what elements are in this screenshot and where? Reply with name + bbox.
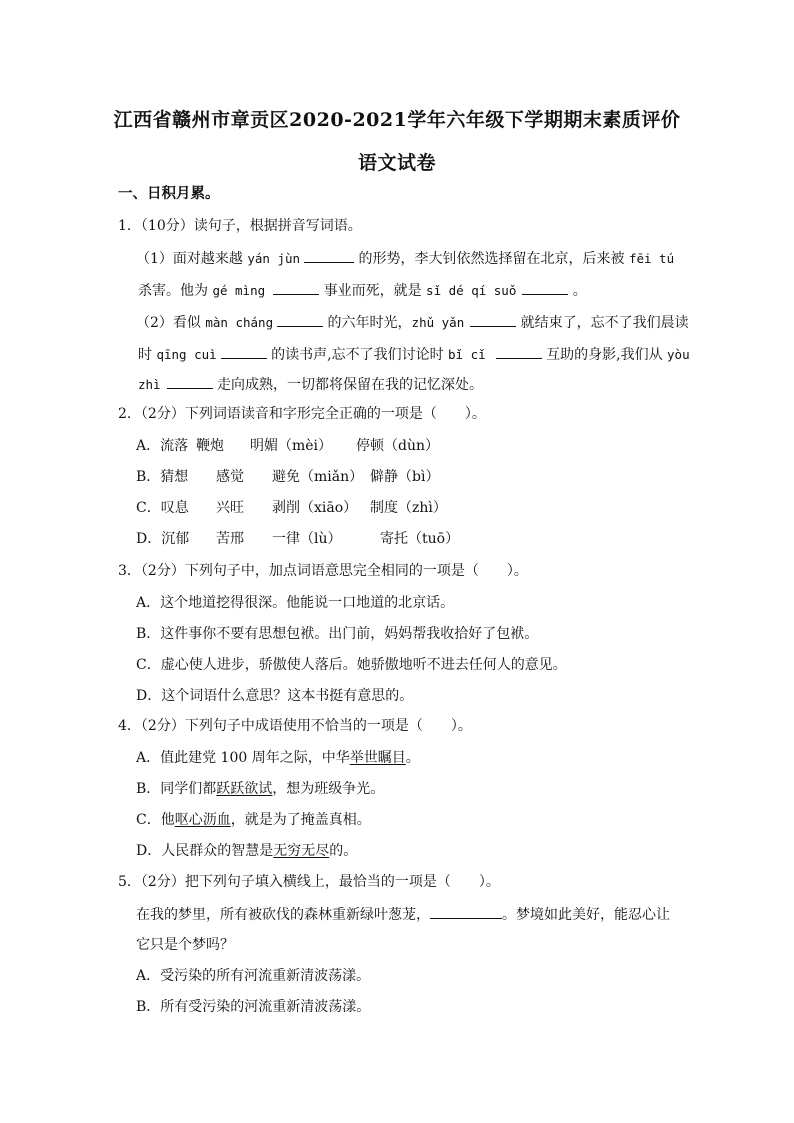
question-2-head: 2．（2分）下列词语读音和字形完全正确的一项是（ ）。 xyxy=(118,406,486,422)
text: 。 xyxy=(405,750,420,766)
underlined-idiom: 呕心沥血 xyxy=(174,812,231,828)
question-5-option-b: B．所有受污染的河流重新清波荡漾。 xyxy=(136,999,371,1015)
answer-blank[interactable] xyxy=(277,312,323,327)
question-3-option-d: D．这个词语什么意思？这本书挺有意思的。 xyxy=(136,688,414,704)
option-word: B．猜想 xyxy=(136,469,189,485)
question-1-line-4 xyxy=(138,344,690,365)
question-4-option-c xyxy=(136,810,371,830)
question-4-option-d xyxy=(136,841,357,861)
question-5-option-a: A．受污染的所有河流重新清波荡漾。 xyxy=(136,968,371,984)
text: 。梦境如此美好，能忍心让 xyxy=(502,907,670,923)
option-word: D．沉郁 xyxy=(136,531,190,547)
pinyin: yòu xyxy=(667,347,690,362)
text: 的形势，李大钊依然选择留在北京，后来被 xyxy=(354,251,629,267)
question-1-line-3 xyxy=(136,312,689,333)
question-4-option-b xyxy=(136,779,384,799)
question-2-option-b xyxy=(136,467,439,487)
text: 的读书声,忘不了我们讨论时 xyxy=(266,347,449,363)
question-2-option-d xyxy=(136,529,459,549)
pinyin: màn cháng xyxy=(205,315,274,330)
pinyin: qīng cuì xyxy=(156,347,217,362)
question-4-option-a xyxy=(136,748,420,768)
option-word: 停顿（dùn） xyxy=(356,438,439,454)
text: ，就是为了掩盖真相。 xyxy=(230,812,371,828)
pinyin: zhì xyxy=(138,377,161,392)
option-word: 避免（miǎn） xyxy=(272,469,364,485)
text: 就结束了，忘不了我们晨读 xyxy=(516,315,689,331)
pinyin: gé mìng xyxy=(212,283,266,298)
option-word: A．流落 xyxy=(136,438,189,454)
option-word: 苦邢 xyxy=(216,531,244,547)
option-word: 寄托（tuō） xyxy=(380,531,460,547)
option-word: 制度（zhì） xyxy=(370,500,447,516)
answer-blank[interactable] xyxy=(167,374,213,389)
question-5-stem-line-2: 它只是个梦吗？ xyxy=(136,937,234,953)
option-word: 兴旺 xyxy=(216,500,244,516)
question-3-option-a: A．这个地道挖得很深。他能说一口地道的北京话。 xyxy=(136,595,455,611)
pinyin: bǐ cǐ xyxy=(448,347,486,362)
answer-blank[interactable] xyxy=(522,280,568,295)
option-word: 僻静（bì） xyxy=(370,469,440,485)
text: （2）看似 xyxy=(136,315,206,331)
option-word: 剥削（xiāo） xyxy=(272,500,358,516)
answer-blank[interactable] xyxy=(273,280,319,295)
text: 的。 xyxy=(329,843,358,859)
exam-subtitle: 语文试卷 xyxy=(357,152,436,174)
option-word: 明媚（mèi） xyxy=(250,438,333,454)
text: B．同学们都 xyxy=(136,781,217,797)
answer-blank[interactable] xyxy=(304,248,354,263)
text: 的六年时光， xyxy=(323,315,412,331)
question-1-line-1 xyxy=(136,248,674,269)
question-3-option-c: C．虚心使人进步，骄傲使人落后。她骄傲地听不进去任何人的意见。 xyxy=(136,657,567,673)
text: 杀害。他为 xyxy=(138,283,213,299)
answer-blank[interactable] xyxy=(221,344,267,359)
option-word: 一律（lù） xyxy=(272,531,342,547)
question-5-stem-line-1 xyxy=(136,904,670,925)
question-5-head: 5．（2分）把下列句子填入横线上，最恰当的一项是（ ）。 xyxy=(118,874,500,890)
pinyin: fēi tú xyxy=(628,251,675,266)
text: A．值此建党 100 周年之际，中华 xyxy=(136,750,350,766)
question-3-option-b: B．这件事你不要有思想包袱。出门前，妈妈帮我收拾好了包袱。 xyxy=(136,626,539,642)
text: C．他 xyxy=(136,812,175,828)
exam-title: 江西省赣州市章贡区2020-2021学年六年级下学期期末素质评价 xyxy=(113,109,681,131)
question-1-line-5 xyxy=(138,374,483,395)
question-2-option-c xyxy=(136,498,447,518)
text: 事业而死，就是 xyxy=(319,283,427,299)
text: 互助的身影,我们从 xyxy=(541,347,668,363)
question-4-head: 4．（2分）下列句子中成语使用不恰当的一项是（ ）。 xyxy=(118,718,472,734)
answer-blank[interactable] xyxy=(430,904,502,919)
answer-blank[interactable] xyxy=(496,344,542,359)
question-3-head: 3．（2分）下列句子中，加点词语意思完全相同的一项是（ ）。 xyxy=(118,563,528,579)
text: 。 xyxy=(568,283,587,299)
pinyin: sǐ dé qí suǒ xyxy=(426,283,517,298)
text: ，想为班级争光。 xyxy=(272,781,385,797)
text: （1）面对越来越 xyxy=(136,251,248,267)
option-word: C．叹息 xyxy=(136,500,189,516)
answer-blank[interactable] xyxy=(470,312,516,327)
underlined-idiom: 无穷无尽 xyxy=(273,843,330,859)
text: 在我的梦里，所有被砍伐的森林重新绿叶葱茏， xyxy=(136,907,430,923)
pinyin: yán jùn xyxy=(247,251,301,266)
underlined-idiom: 跃跃欲试 xyxy=(216,781,273,797)
underlined-idiom: 举世瞩目 xyxy=(349,750,406,766)
text: 时 xyxy=(138,347,157,363)
question-1-line-2 xyxy=(138,280,587,301)
text: 走向成熟，一切都将保留在我的记忆深处。 xyxy=(212,377,484,393)
text: D．人民群众的智慧是 xyxy=(136,843,274,859)
option-word: 鞭炮 xyxy=(196,438,224,454)
question-2-option-a xyxy=(136,436,439,456)
pinyin: zhǔ yǎn xyxy=(411,315,465,330)
option-word: 感觉 xyxy=(216,469,244,485)
question-1-head: 1．（10分）读句子，根据拼音写词语。 xyxy=(118,218,362,234)
section-heading: 一、日积月累。 xyxy=(118,185,220,202)
